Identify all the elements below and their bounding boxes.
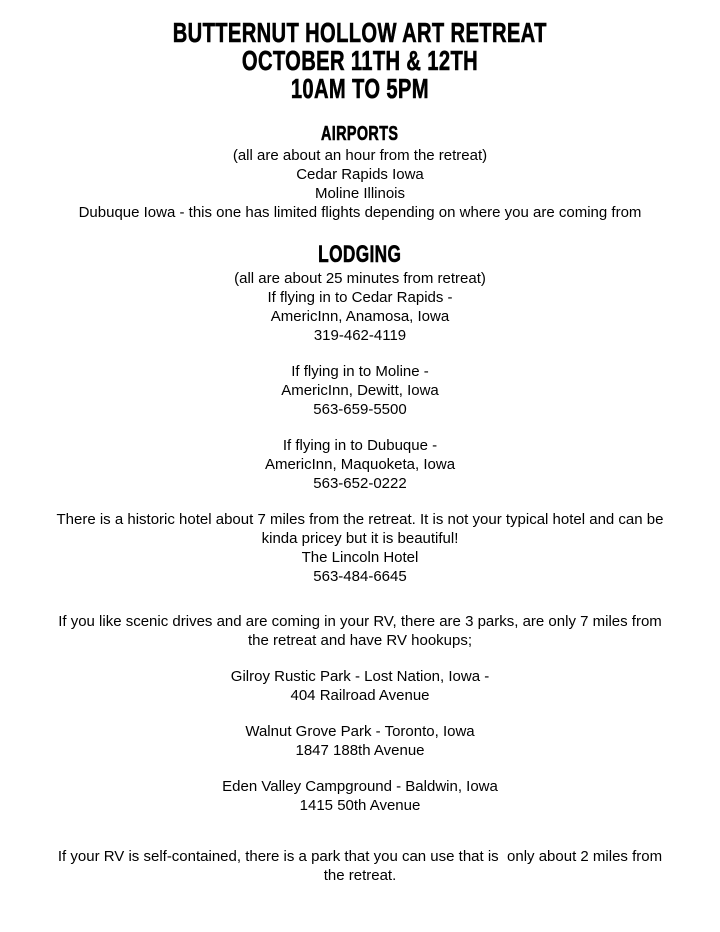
text-line: kinda pricey but it is beautiful! (261, 530, 459, 547)
text-line: Moline Illinois (314, 185, 406, 202)
text-line: If flying in to Cedar Rapids - (267, 289, 453, 306)
retreat-hours-text: 10AM TO 5PM (290, 73, 430, 104)
eden-valley-campground (0, 777, 720, 815)
text-line: AmericInn, Dewitt, Iowa (281, 382, 439, 399)
text-line: 404 Railroad Avenue (290, 687, 430, 704)
retreat-dates (0, 47, 720, 75)
text-line: (all are about 25 minutes from retreat) (234, 270, 486, 287)
text-line: 1847 188th Avenue (295, 742, 425, 759)
lodging-dubuque (0, 436, 720, 493)
lodging-heading (0, 241, 720, 269)
historic-hotel-note (0, 510, 720, 586)
airports-list (0, 146, 720, 222)
text-line: (all are about an hour from the retreat) (232, 147, 488, 164)
text-line: Dubuque Iowa - this one has limited flights depending on where you are coming from (78, 204, 642, 221)
text-line: There is a historic hotel about 7 miles from the retreat. It is not your typical hotel and can be (56, 511, 664, 528)
text-line: 319-462-4119 (313, 327, 407, 344)
lodging-heading-text: LODGING (318, 241, 402, 268)
text-line: Gilroy Rustic Park - Lost Nation, Iowa - (230, 668, 490, 685)
document-header (0, 19, 720, 103)
retreat-dates-text: OCTOBER 11TH & 12TH (241, 45, 479, 76)
retreat-title (0, 19, 720, 47)
self-contained-rv-note (0, 847, 720, 885)
airports-heading (0, 122, 720, 146)
text-line: the retreat and have RV hookups; (247, 632, 473, 649)
lodging-moline (0, 362, 720, 419)
lodging-cedar-rapids (0, 269, 720, 345)
text-line: If your RV is self-contained, there is a park that you can use that is only about 2 miles from (57, 848, 663, 865)
walnut-grove-park (0, 722, 720, 760)
text-line: The Lincoln Hotel (301, 549, 419, 566)
gilroy-rustic-park (0, 667, 720, 705)
text-line: Walnut Grove Park - Toronto, Iowa (245, 723, 475, 740)
rv-parks-intro (0, 612, 720, 650)
text-line: If you like scenic drives and are coming in your RV, there are 3 parks, are only 7 miles from (58, 613, 662, 630)
airports-heading-text: AIRPORTS (321, 123, 399, 145)
retreat-title-text: BUTTERNUT HOLLOW ART RETREAT (172, 17, 548, 48)
document-body (0, 122, 720, 885)
retreat-hours (0, 75, 720, 103)
text-line: 1415 50th Avenue (299, 797, 421, 814)
text-line: the retreat. (323, 867, 397, 884)
text-line: If flying in to Dubuque - (282, 437, 438, 454)
text-line: 563-652-0222 (313, 475, 407, 492)
text-line: AmericInn, Maquoketa, Iowa (264, 456, 456, 473)
text-line: Eden Valley Campground - Baldwin, Iowa (222, 778, 498, 795)
text-line: AmericInn, Anamosa, Iowa (270, 308, 450, 325)
text-line: 563-484-6645 (313, 568, 407, 585)
text-line: Cedar Rapids Iowa (296, 166, 424, 183)
text-line: 563-659-5500 (313, 401, 407, 418)
text-line: If flying in to Moline - (291, 363, 429, 380)
